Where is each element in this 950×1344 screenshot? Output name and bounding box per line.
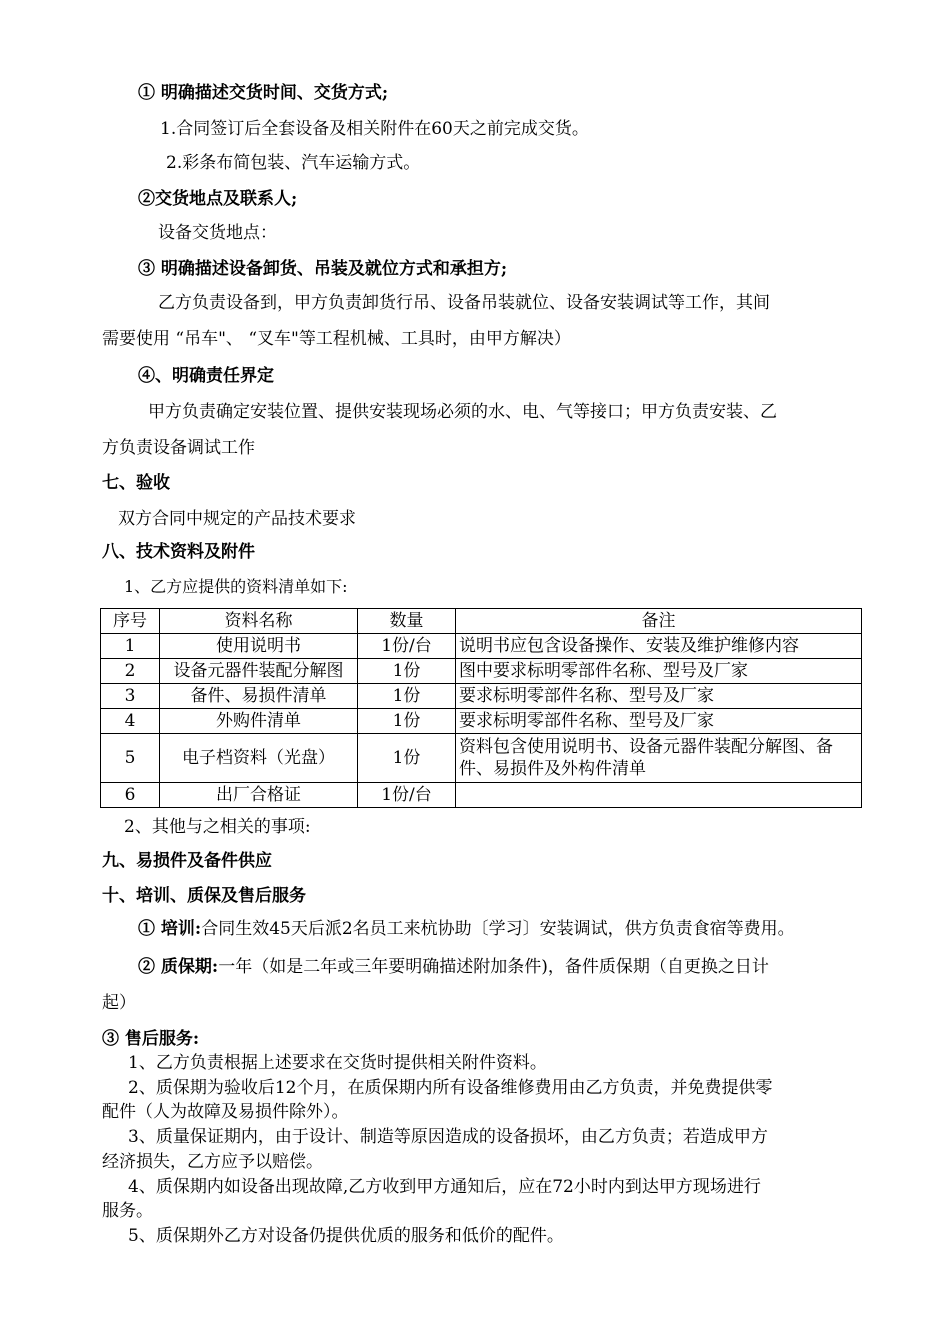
acceptance-title: 七、验收 xyxy=(102,473,170,493)
delivery-item-1: 1.合同签订后全套设备及相关附件在60天之前完成交货。 xyxy=(160,119,589,139)
table-header-row xyxy=(101,609,862,634)
cell-qty: 1份/台 xyxy=(358,634,456,659)
warranty-line xyxy=(138,956,769,978)
warranty-text: 一年（如是二年或三年要明确描述附加条件)，备件质保期（自更换之日计 xyxy=(218,957,769,977)
training-text: 合同生效45天后派2名员工来杭协助〔学习〕安装调试，供方负责食宿等费用。 xyxy=(201,919,795,939)
cell-name: 设备元器件装配分解图 xyxy=(160,659,358,684)
delivery-heading-4: ④、明确责任界定 xyxy=(138,366,274,386)
delivery-unloading-line-2: 需要使用 “吊车"、 “叉车"等工程机械、工具时，由甲方解决） xyxy=(102,329,571,349)
cell-no: 5 xyxy=(101,734,160,783)
delivery-heading-3: ③ 明确描述设备卸货、吊装及就位方式和承担方; xyxy=(138,259,508,279)
responsibility-line-2: 方负责设备调试工作 xyxy=(102,438,255,458)
spares-title: 九、易损件及备件供应 xyxy=(102,851,272,871)
column-header-remark: 备注 xyxy=(456,609,862,634)
cell-qty: 1份 xyxy=(358,659,456,684)
after-sales-item: 4、质保期内如设备出现故障,乙方收到甲方通知后，应在72小时内到达甲方现场进行 xyxy=(128,1177,761,1197)
table-row xyxy=(101,659,862,684)
after-sales-item: 5、质保期外乙方对设备仍提供优质的服务和低价的配件。 xyxy=(128,1226,564,1246)
cell-no: 3 xyxy=(101,684,160,709)
cell-qty: 1份 xyxy=(358,684,456,709)
cell-name: 使用说明书 xyxy=(160,634,358,659)
cell-no: 2 xyxy=(101,659,160,684)
delivery-unloading-line-1: 乙方负责设备到，甲方负责卸货行吊、设备吊装就位、设备安装调试等工作，其间 xyxy=(158,293,770,313)
training-label: ① 培训: xyxy=(138,919,202,939)
acceptance-text: 双方合同中规定的产品技术要求 xyxy=(118,509,356,529)
cell-no: 1 xyxy=(101,634,160,659)
table-row xyxy=(101,734,862,783)
cell-qty: 1份 xyxy=(358,709,456,734)
cell-remark: 图中要求标明零部件名称、型号及厂家 xyxy=(456,659,862,684)
cell-no: 4 xyxy=(101,709,160,734)
cell-qty: 1份/台 xyxy=(358,783,456,808)
training-line xyxy=(138,918,795,940)
documents-table xyxy=(100,608,862,808)
cell-remark: 要求标明零部件名称、型号及厂家 xyxy=(456,684,862,709)
table-row xyxy=(101,634,862,659)
warranty-label: ② 质保期: xyxy=(138,957,219,977)
tech-docs-title: 八、技术资料及附件 xyxy=(102,542,255,562)
responsibility-line-1: 甲方负责确定安装位置、提供安装现场必须的水、电、气等接口；甲方负责安装、乙 xyxy=(148,402,777,422)
cell-name: 外购件清单 xyxy=(160,709,358,734)
cell-remark xyxy=(456,783,862,808)
delivery-location: 设备交货地点： xyxy=(158,223,277,243)
tech-docs-other: 2、其他与之相关的事项: xyxy=(124,817,311,837)
column-header-qty: 数量 xyxy=(358,609,456,634)
cell-name: 出厂合格证 xyxy=(160,783,358,808)
cell-remark: 要求标明零部件名称、型号及厂家 xyxy=(456,709,862,734)
table-row xyxy=(101,684,862,709)
after-sales-item: 1、乙方负责根据上述要求在交货时提供相关附件资料。 xyxy=(128,1053,547,1073)
cell-remark: 资料包含使用说明书、设备元器件装配分解图、备件、易损件及外构件清单 xyxy=(456,734,862,783)
after-sales-item: 3、质量保证期内，由于设计、制造等原因造成的设备损坏，由乙方负责；若造成甲方 xyxy=(128,1127,768,1147)
after-sales-item: 2、质保期为验收后12个月，在质保期内所有设备维修费用由乙方负责，并免费提供零 xyxy=(128,1078,773,1098)
service-title: 十、培训、质保及售后服务 xyxy=(102,886,306,906)
delivery-heading-1: ① 明确描述交货时间、交货方式; xyxy=(138,83,389,103)
after-sales-label: ③ 售后服务: xyxy=(102,1029,200,1049)
table-row xyxy=(101,709,862,734)
column-header-no: 序号 xyxy=(101,609,160,634)
delivery-heading-2: ②交货地点及联系人; xyxy=(138,189,298,209)
tech-docs-intro: 1、乙方应提供的资料清单如下: xyxy=(124,577,348,596)
cell-no: 6 xyxy=(101,783,160,808)
after-sales-item: 经济损失，乙方应予以赔偿。 xyxy=(102,1152,323,1172)
after-sales-item: 配件（人为故障及易损件除外）。 xyxy=(102,1102,349,1122)
delivery-item-2: 2.彩条布简包装、汽车运输方式。 xyxy=(166,153,421,173)
after-sales-item: 服务。 xyxy=(102,1201,153,1221)
warranty-line-2: 起） xyxy=(102,993,136,1013)
cell-name: 备件、易损件清单 xyxy=(160,684,358,709)
cell-remark: 说明书应包含设备操作、安装及维护维修内容 xyxy=(456,634,862,659)
column-header-name: 资料名称 xyxy=(160,609,358,634)
table-row xyxy=(101,783,862,808)
cell-qty: 1份 xyxy=(358,734,456,783)
cell-name: 电子档资料（光盘） xyxy=(160,734,358,783)
